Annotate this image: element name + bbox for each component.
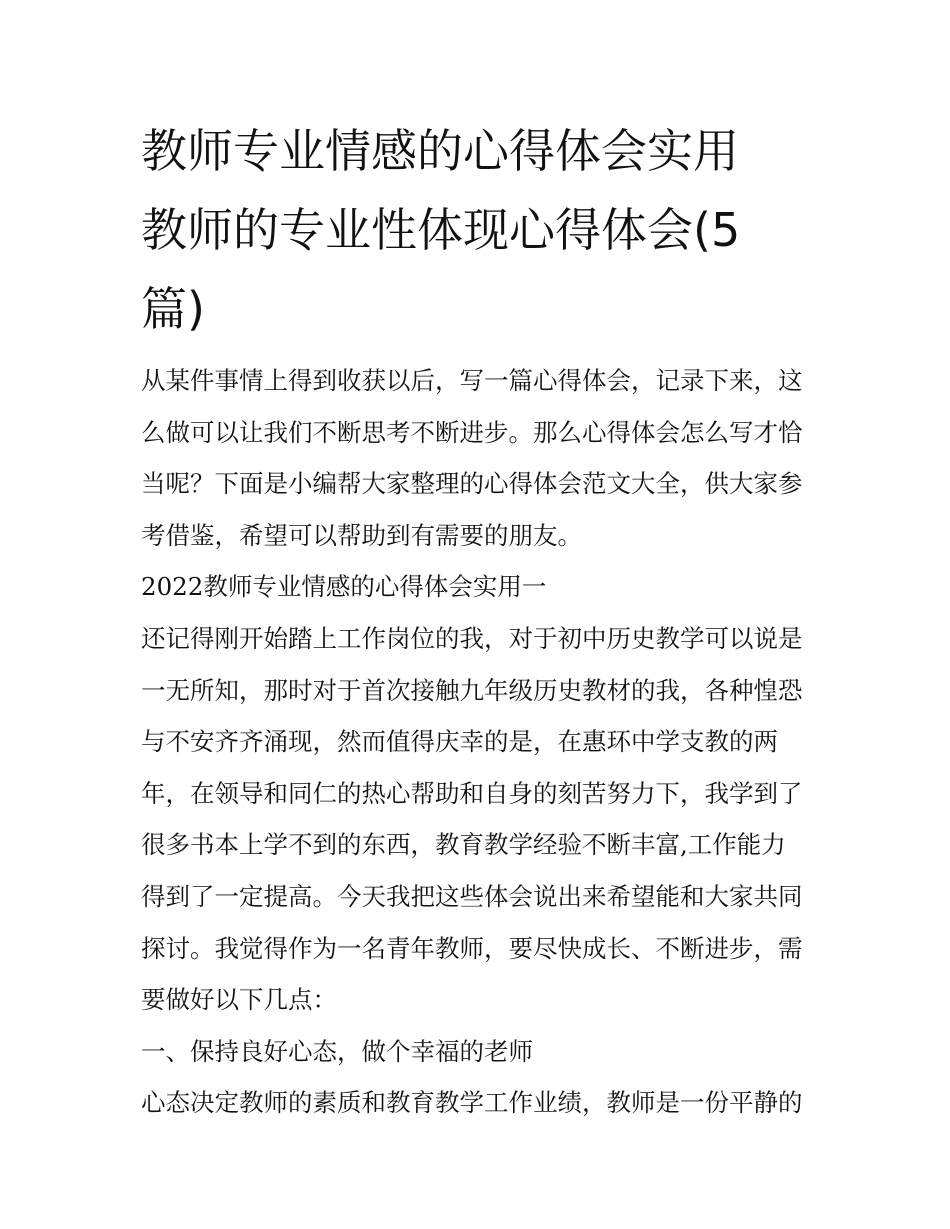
title-line: 教师的专业性体现心得体会(5 bbox=[141, 203, 741, 257]
subsection-heading: 一、保持良好心态，做个幸福的老师 bbox=[141, 1036, 533, 1066]
paragraph-line: 得到了一定提高。今天我把这些体会说出来希望能和大家共同 bbox=[141, 881, 803, 911]
document-body bbox=[141, 355, 831, 1129]
paragraph-line: 探讨。我觉得作为一名青年教师，要尽快成长、不断进步，需 bbox=[141, 933, 803, 963]
paragraph-line: 很多书本上学不到的东西，教育教学经验不断丰富,工作能力 bbox=[141, 830, 786, 860]
paragraph-line: 年，在领导和同仁的热心帮助和自身的刻苦努力下，我学到了 bbox=[141, 778, 803, 808]
document-title bbox=[141, 112, 821, 349]
paragraph-line: 么做可以让我们不断思考不断进步。那么心得体会怎么写才恰 bbox=[141, 417, 803, 447]
paragraph-line: 还记得刚开始踏上工作岗位的我，对于初中历史教学可以说是 bbox=[141, 623, 803, 653]
paragraph-line: 当呢？下面是小编帮大家整理的心得体会范文大全，供大家参 bbox=[141, 469, 803, 499]
paragraph-line: 与不安齐齐涌现，然而值得庆幸的是，在惠环中学支教的两 bbox=[141, 727, 778, 757]
paragraph-line: 从某件事情上得到收获以后，写一篇心得体会，记录下来，这 bbox=[141, 366, 803, 395]
title-line: 教师专业情感的心得体会实用 bbox=[141, 124, 739, 178]
paragraph-line: 要做好以下几点： bbox=[141, 985, 337, 1015]
section-heading: 2022教师专业情感的心得体会实用一 bbox=[141, 572, 547, 602]
paragraph-line: 考借鉴，希望可以帮助到有需要的朋友。 bbox=[141, 520, 582, 550]
paragraph-line: 一无所知，那时对于首次接触九年级历史教材的我，各种惶恐 bbox=[141, 675, 803, 705]
title-line: 篇) bbox=[141, 282, 205, 336]
paragraph-line: 心态决定教师的素质和教育教学工作业绩，教师是一份平静的 bbox=[141, 1088, 803, 1118]
